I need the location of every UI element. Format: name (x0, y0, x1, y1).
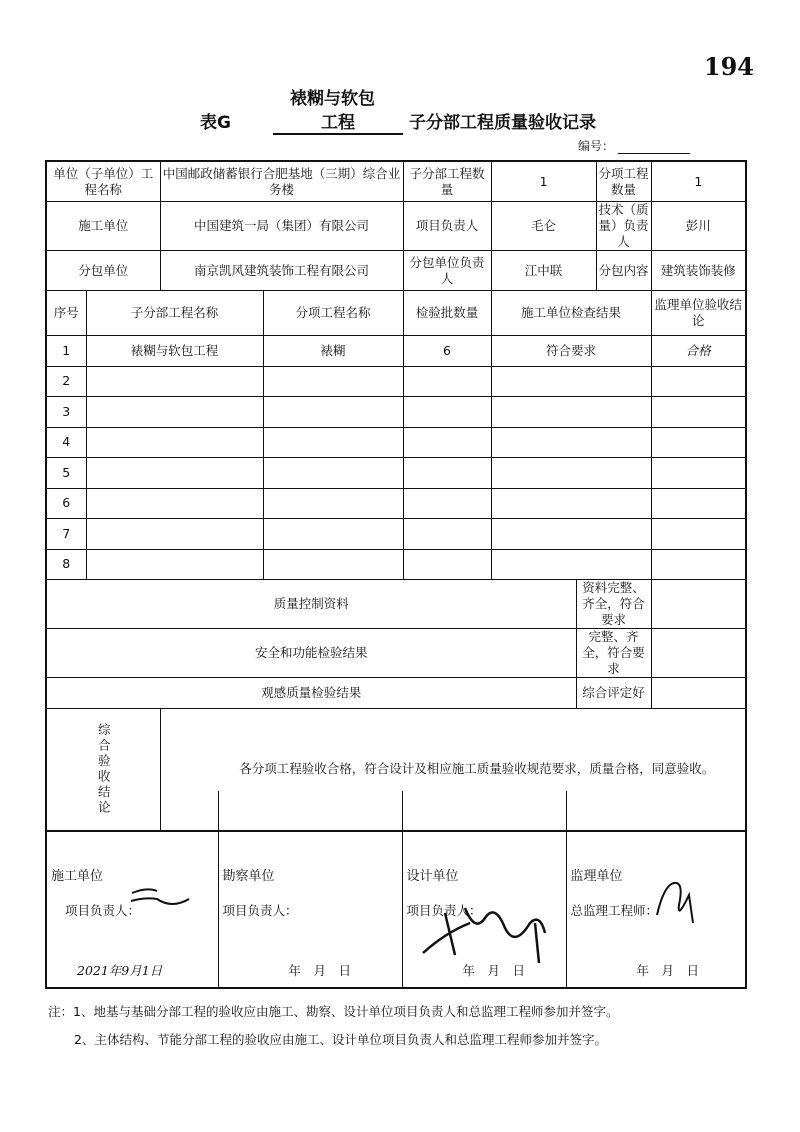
tech-value: 彭川 (651, 202, 746, 251)
title-suffix: 子分部工程质量验收记录 (408, 113, 596, 133)
signature-org: 施工单位 (51, 869, 104, 884)
row-batch-count (403, 397, 491, 428)
conclusion-text: 各分项工程验收合格，符合设计及相应施工质量验收规范要求，质量合格，同意验收。 (160, 708, 746, 831)
summary-row (46, 678, 746, 709)
table-row (46, 519, 746, 550)
row-item (263, 366, 403, 397)
row-subsection (86, 366, 263, 397)
row-item (263, 519, 403, 550)
signature-date: 年 月 日 (288, 963, 352, 978)
signature-date: 2021年9月1日 (77, 963, 163, 978)
table-row (46, 488, 746, 519)
row-batch-count (403, 519, 491, 550)
row-number: 7 (46, 519, 86, 550)
signature-block-design (402, 791, 566, 988)
header-row-unit (46, 161, 746, 202)
builder-value: 中国建筑一局（集团）有限公司 (160, 202, 403, 251)
row-batch-count (403, 427, 491, 458)
row-subsection (86, 549, 263, 580)
acceptance-record-table (45, 160, 747, 832)
summary-label: 安全和功能检验结果 (46, 629, 576, 678)
row-supervision (651, 488, 746, 519)
summary-row (46, 629, 746, 678)
item-count-value: 1 (651, 161, 746, 202)
row-check-result (491, 366, 651, 397)
row-number: 8 (46, 549, 86, 580)
unit-label: 单位（子单位）工程名称 (46, 161, 160, 202)
subcontractor-value: 南京凯风建筑装饰工程有限公司 (160, 251, 403, 291)
row-number: 5 (46, 458, 86, 489)
tech-label: 技术（质量）负责人 (596, 202, 651, 251)
row-subsection (86, 458, 263, 489)
subcontractor-label: 分包单位 (46, 251, 160, 291)
signature-date: 年 月 日 (636, 963, 700, 978)
title-prefix: 表G (200, 113, 231, 133)
row-supervision (651, 549, 746, 580)
signature-org: 监理单位 (570, 869, 623, 884)
summary-blank (651, 629, 746, 678)
footnote: 2、主体结构、节能分部工程的验收应由施工、设计单位项目负责人和总监理工程师参加并签字。 (74, 1032, 607, 1047)
summary-label: 观感质量检验结果 (46, 678, 576, 709)
handwritten-signature (127, 883, 197, 913)
row-check-result (491, 519, 651, 550)
serial-label: 编号： (578, 139, 615, 153)
table-row (46, 336, 746, 367)
table-row (46, 458, 746, 489)
form-title (200, 108, 596, 135)
signature-block-builder (46, 791, 218, 988)
signature-org: 设计单位 (406, 869, 459, 884)
row-batch-count (403, 549, 491, 580)
row-check-result (491, 549, 651, 580)
signature-lead-label: 项目负责人： (222, 903, 298, 918)
row-item (263, 397, 403, 428)
row-batch-count: 6 (403, 336, 491, 367)
signature-block-supervision (566, 791, 746, 988)
row-subsection (86, 397, 263, 428)
row-supervision (651, 366, 746, 397)
column-header: 施工单位检查结果 (491, 291, 651, 336)
row-number: 2 (46, 366, 86, 397)
handwritten-signature (415, 893, 555, 963)
row-subsection: 裱糊与软包工程 (86, 336, 263, 367)
row-number: 3 (46, 397, 86, 428)
conclusion-label: 综合验收结论 (96, 722, 112, 816)
signature-date: 年 月 日 (462, 963, 526, 978)
sub-content-value: 建筑装饰装修 (651, 251, 746, 291)
row-item (263, 549, 403, 580)
page-number: 194 (703, 52, 754, 81)
pm-value: 毛仑 (491, 202, 596, 251)
row-supervision (651, 458, 746, 489)
column-header: 检验批数量 (403, 291, 491, 336)
row-subsection (86, 427, 263, 458)
row-item (263, 488, 403, 519)
unit-value: 中国邮政储蓄银行合肥基地（三期）综合业务楼 (160, 161, 403, 202)
table-row (46, 366, 746, 397)
summary-label: 质量控制资料 (46, 580, 576, 629)
row-check-result (491, 458, 651, 489)
title-blank-value: 工程 (273, 108, 403, 135)
signature-block-survey (218, 791, 402, 988)
row-check-result (491, 397, 651, 428)
handwritten-signature (649, 875, 699, 925)
row-check-result (491, 488, 651, 519)
table-row (46, 549, 746, 580)
header-row-subcontractor (46, 251, 746, 291)
column-header: 监理单位验收结论 (651, 291, 746, 336)
row-batch-count (403, 366, 491, 397)
serial-number-field (578, 137, 690, 154)
row-supervision (651, 397, 746, 428)
summary-blank (651, 678, 746, 709)
column-header: 分项工程名称 (263, 291, 403, 336)
row-subsection (86, 488, 263, 519)
row-check-result: 符合要求 (491, 336, 651, 367)
row-item: 裱糊 (263, 336, 403, 367)
signature-lead-label: 项目负责人： (65, 903, 141, 918)
header-row-builder (46, 202, 746, 251)
column-header: 子分部工程名称 (86, 291, 263, 336)
row-number: 1 (46, 336, 86, 367)
table-row (46, 397, 746, 428)
sub-lead-label: 分包单位负责人 (403, 251, 491, 291)
footnotes (48, 998, 618, 1054)
footnote: 注：1、地基与基础分部工程的验收应由施工、勘察、设计单位项目负责人和总监理工程师参加并签字。 (48, 1004, 619, 1019)
row-check-result (491, 427, 651, 458)
column-header-row (46, 291, 746, 336)
title-subsection-name: 裱糊与软包 (290, 89, 375, 109)
row-batch-count (403, 488, 491, 519)
column-header: 序号 (46, 291, 86, 336)
sub-count-value: 1 (491, 161, 596, 202)
row-supervision-signature: 合格 (651, 336, 746, 367)
sub-lead-value: 江中联 (491, 251, 596, 291)
summary-blank (651, 580, 746, 629)
summary-value: 资料完整、齐全，符合要求 (576, 580, 651, 629)
serial-blank-line (618, 141, 690, 154)
signature-org: 勘察单位 (222, 869, 275, 884)
sub-content-label: 分包内容 (596, 251, 651, 291)
row-supervision (651, 427, 746, 458)
row-item (263, 458, 403, 489)
item-count-label: 分项工程数量 (596, 161, 651, 202)
signature-table (45, 791, 747, 989)
sub-count-label: 子分部工程数量 (403, 161, 491, 202)
summary-value: 完整、齐全，符合要求 (576, 629, 651, 678)
row-number: 4 (46, 427, 86, 458)
row-batch-count (403, 458, 491, 489)
summary-row (46, 580, 746, 629)
builder-label: 施工单位 (46, 202, 160, 251)
signature-lead-label: 总监理工程师： (570, 903, 659, 918)
signature-lead-label: 项目负责人： (406, 903, 482, 918)
row-number: 6 (46, 488, 86, 519)
table-row (46, 427, 746, 458)
row-supervision (651, 519, 746, 550)
row-subsection (86, 519, 263, 550)
pm-label: 项目负责人 (403, 202, 491, 251)
summary-value: 综合评定好 (576, 678, 651, 709)
row-item (263, 427, 403, 458)
